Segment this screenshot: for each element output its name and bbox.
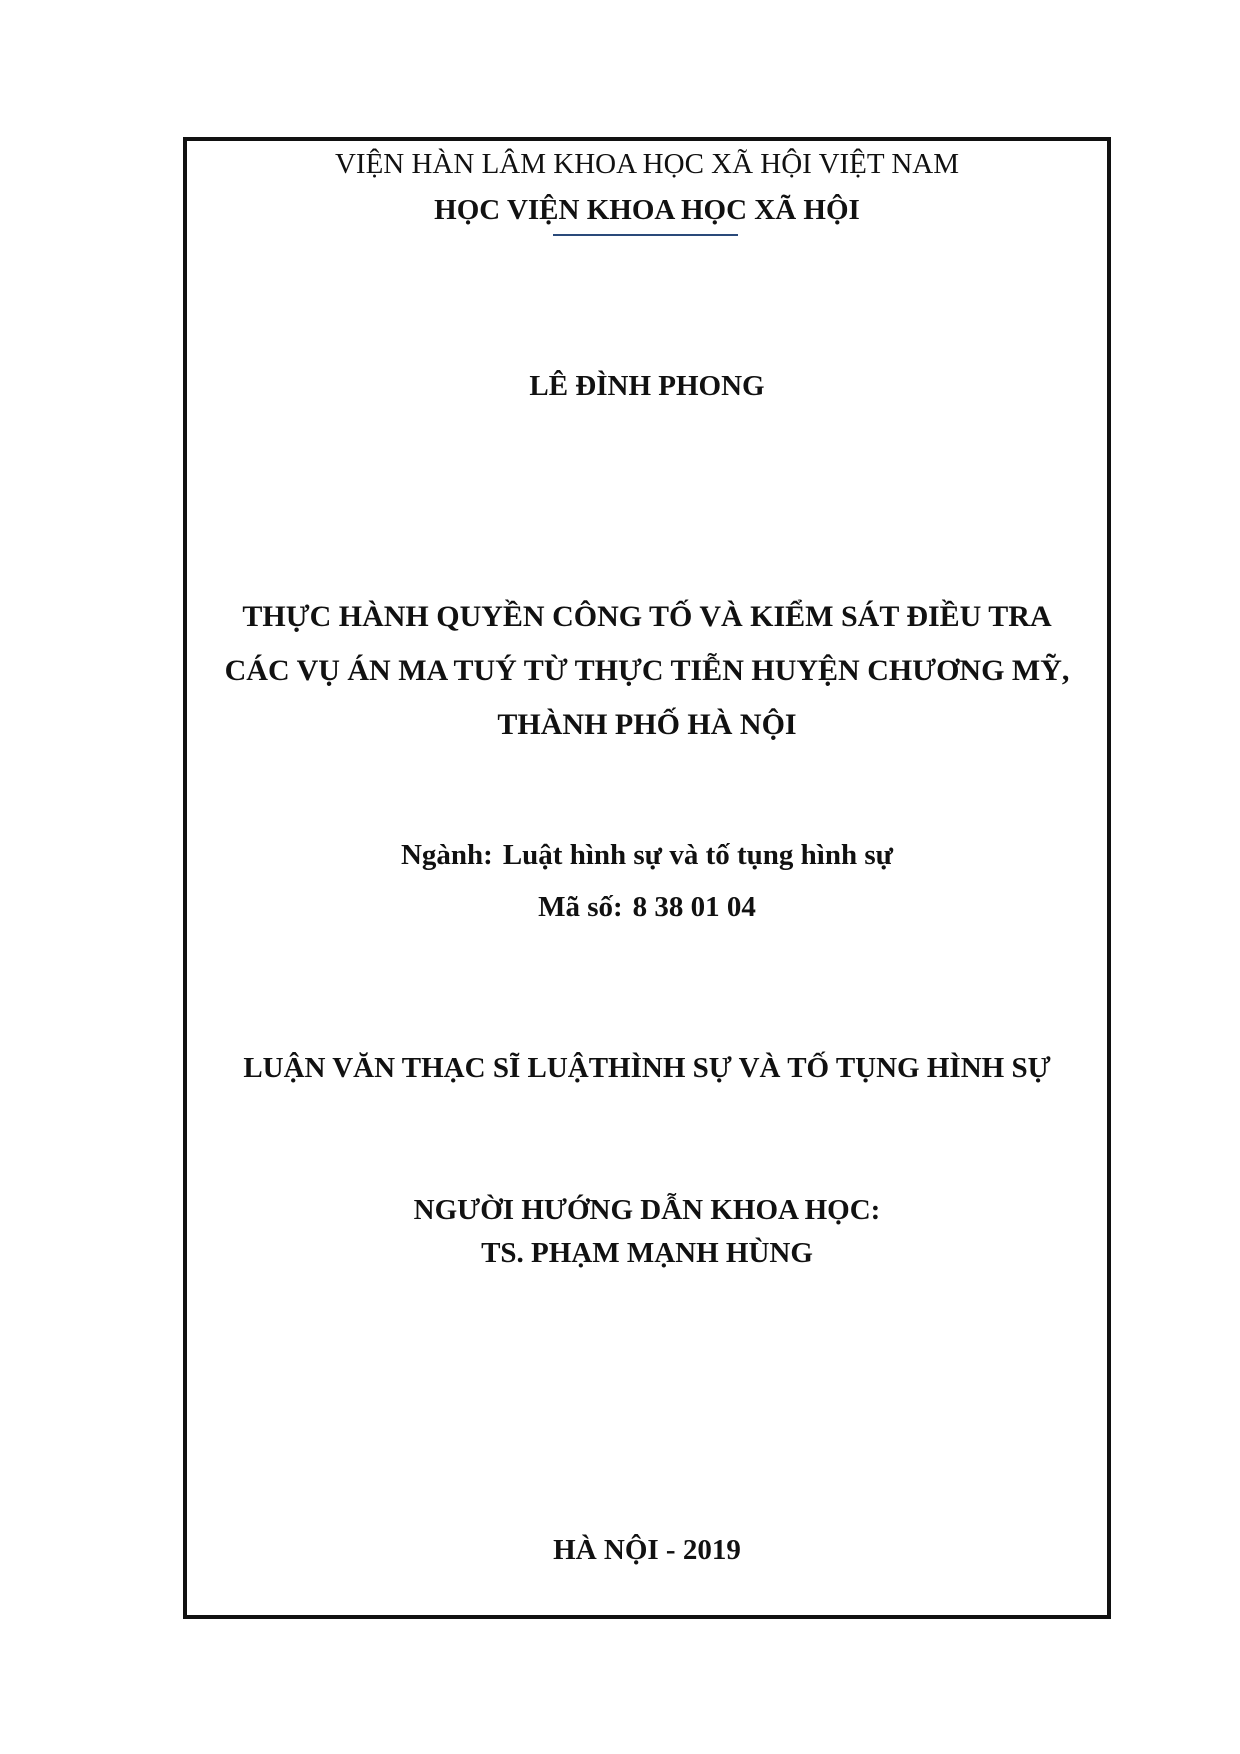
thesis-type: LUẬN VĂN THẠC SĨ LUẬTHÌNH SỰ VÀ TỐ TỤNG HÌNH SỰ xyxy=(243,1052,1051,1084)
institution-name: VIỆN HÀN LÂM KHOA HỌC XÃ HỘI VIỆT NAM xyxy=(334,148,959,180)
thesis-title-line-1: THỰC HÀNH QUYỀN CÔNG TỐ VÀ KIỂM SÁT ĐIỀU TRA xyxy=(242,600,1052,633)
author-name: LÊ ĐÌNH PHONG xyxy=(529,370,765,402)
page-border xyxy=(183,137,1111,1619)
major-value: Luật hình sự và tố tụng hình sự xyxy=(502,839,894,871)
code-line xyxy=(183,889,1111,925)
thesis-title-line-2: CÁC VỤ ÁN MA TUÝ TỪ THỰC TIỄN HUYỆN CHƯƠNG MỸ, xyxy=(224,654,1070,687)
major-line xyxy=(183,837,1111,873)
thesis-title-line-3: THÀNH PHỐ HÀ NỘI xyxy=(497,708,797,741)
supervisor-label: NGƯỜI HƯỚNG DẪN KHOA HỌC: xyxy=(413,1194,881,1226)
supervisor-name: TS. PHẠM MẠNH HÙNG xyxy=(481,1237,813,1269)
header-divider xyxy=(553,234,738,236)
code-value: 8 38 01 04 xyxy=(632,891,756,923)
major-label: Ngành: xyxy=(400,839,493,871)
code-label: Mã số: xyxy=(538,891,623,923)
place-year: HÀ NỘI - 2019 xyxy=(553,1534,741,1566)
academy-name: HỌC VIỆN KHOA HỌC XÃ HỘI xyxy=(434,194,860,226)
